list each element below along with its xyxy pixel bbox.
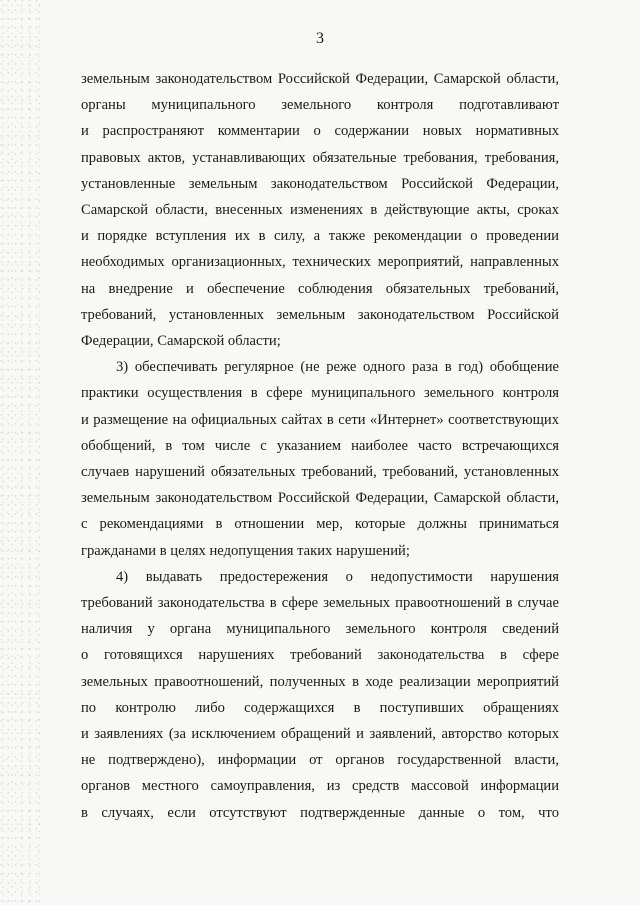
text-line: по контролю либо содержащихся в поступивших обращениях: [81, 699, 559, 716]
text-line: 3) обеспечивать регулярное (не реже одного раза в год) обобщение: [116, 359, 559, 376]
text-line: требований законодательства в сфере земельных правоотношений в случае: [81, 595, 559, 612]
text-line: случаев нарушений обязательных требований, требований, установленных: [81, 464, 559, 481]
text-line: установленные земельным законодательством Российской Федерации,: [81, 175, 559, 192]
scan-artifacts: [0, 0, 42, 905]
text-line: необходимых организационных, технических мероприятий, направленных: [81, 254, 559, 271]
text-line: о готовящихся нарушениях требований законодательства в сфере: [81, 647, 559, 664]
paragraph-1: [81, 66, 559, 354]
text-line: гражданами в целях недопущения таких нарушений;: [81, 542, 410, 559]
text-line: обобщений, в том числе с указанием наиболее часто встречающихся: [81, 437, 559, 454]
text-line: на внедрение и обеспечение соблюдения обязательных требований,: [81, 280, 559, 297]
text-line: не подтверждено), информации от органов государственной власти,: [81, 752, 559, 769]
text-line: и размещение на официальных сайтах в сети «Интернет» соответствующих: [81, 411, 559, 428]
text-line: 4) выдавать предостережения о недопустимости нарушения: [116, 568, 559, 585]
paragraph-3: [81, 564, 559, 826]
text-line: с рекомендациями в отношении мер, которые должны приниматься: [81, 516, 559, 533]
text-line: земельным законодательством Российской Федерации, Самарской области,: [81, 490, 559, 507]
paragraph-2: [81, 354, 559, 564]
text-line: требований, установленных земельным законодательством Российской: [81, 306, 559, 323]
text-line: и заявлениях (за исключением обращений и заявлений, авторство которых: [81, 726, 559, 743]
text-line: в случаях, если отсутствуют подтвержденные данные о том, что: [81, 804, 559, 821]
text-line: и порядке вступления их в силу, а также рекомендации о проведении: [81, 228, 559, 245]
text-line: правовых актов, устанавливающих обязательные требования, требования,: [81, 149, 559, 166]
text-line: практики осуществления в сфере муниципального земельного контроля: [81, 385, 559, 402]
text-line: наличия у органа муниципального земельного контроля сведений: [81, 621, 559, 638]
text-line: Самарской области, внесенных изменениях в действующие акты, сроках: [81, 202, 559, 219]
text-line: органы муниципального земельного контроля подготавливают: [81, 97, 559, 114]
text-line: земельным законодательством Российской Федерации, Самарской области,: [81, 71, 559, 87]
text-line: земельных правоотношений, полученных в ходе реализации мероприятий: [81, 673, 559, 690]
page-number: 3: [316, 30, 324, 47]
text-line: Федерации, Самарской области;: [81, 333, 281, 350]
text-line: и распространяют комментарии о содержании новых нормативных: [81, 123, 559, 140]
text-line: органов местного самоуправления, из средств массовой информации: [81, 778, 559, 795]
body-text: [81, 66, 559, 826]
